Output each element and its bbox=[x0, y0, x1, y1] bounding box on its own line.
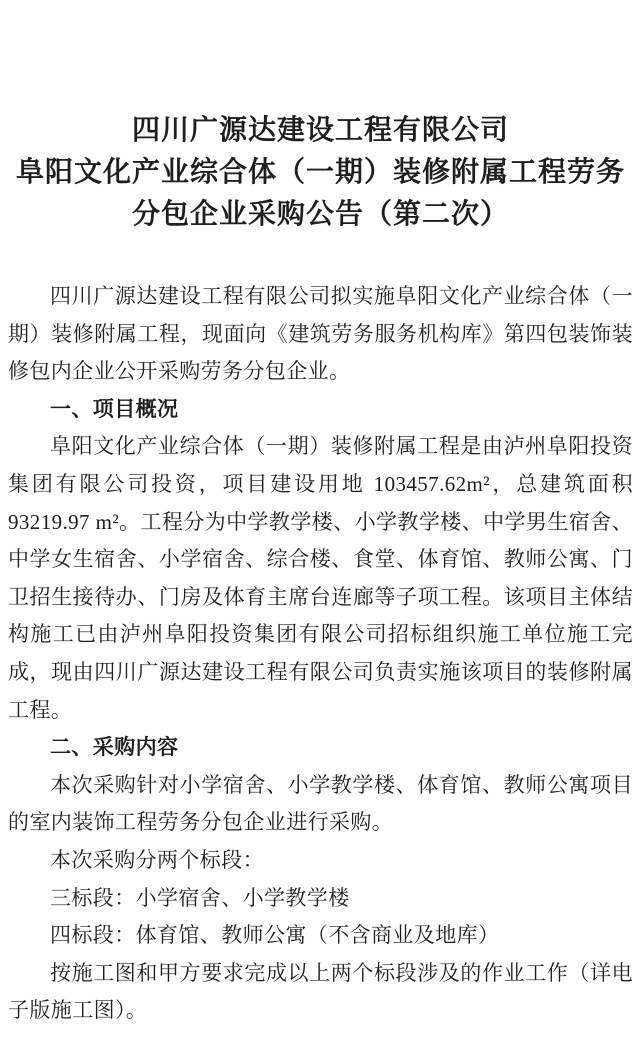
section-2-paragraph-3: 按施工图和甲方要求完成以上两个标段涉及的作业工作（详电子版施工图）。 bbox=[8, 960, 633, 1023]
title-line-3: 分包企业采购公告（第二次） bbox=[131, 199, 509, 230]
title-line-2: 阜阳文化产业综合体（一期）装修附属工程劳务 bbox=[15, 157, 625, 188]
section-1-body: 阜阳文化产业综合体（一期）装修附属工程是由泸州阜阳投资集团有限公司投资，项目建设用地 103457.62m²，总建筑面积 93219.97 m²。工程分为中学教学楼、小学教学楼、中学男生宿舍、中学女生宿舍、小学宿舍、综合楼、食堂、体育馆、教师公寓、门卫招生接待办、门房及体育主席台连廊等子项工程。该项目主体结构施工已由泸州阜阳投资集团有限公司招标组织施工单位施工完成，现由四川广源达建设工程有限公司负责实施该项目的装修附属工程。 bbox=[8, 434, 633, 722]
bid-section-3-line: 三标段：小学宿舍、小学教学楼 bbox=[50, 885, 350, 910]
section-2-heading: 二、采购内容 bbox=[50, 735, 179, 760]
intro-paragraph: 四川广源达建设工程有限公司拟实施阜阳文化产业综合体（一期）装修附属工程，现面向《建筑劳务服务机构库》第四包装饰装修包内企业公开采购劳务分包企业。 bbox=[8, 284, 633, 384]
section-2-paragraph-1: 本次采购针对小学宿舍、小学教学楼、体育馆、教师公寓项目的室内装饰工程劳务分包企业进行采购。 bbox=[8, 772, 633, 835]
section-1-heading: 一、项目概况 bbox=[50, 396, 179, 421]
bid-section-4-line: 四标段：体育馆、教师公寓（不含商业及地库） bbox=[50, 923, 500, 948]
section-2-paragraph-2: 本次采购分两个标段： bbox=[50, 847, 264, 872]
title-line-1: 四川广源达建设工程有限公司 bbox=[131, 115, 509, 146]
document-body bbox=[8, 278, 633, 1030]
document-title bbox=[8, 110, 633, 236]
